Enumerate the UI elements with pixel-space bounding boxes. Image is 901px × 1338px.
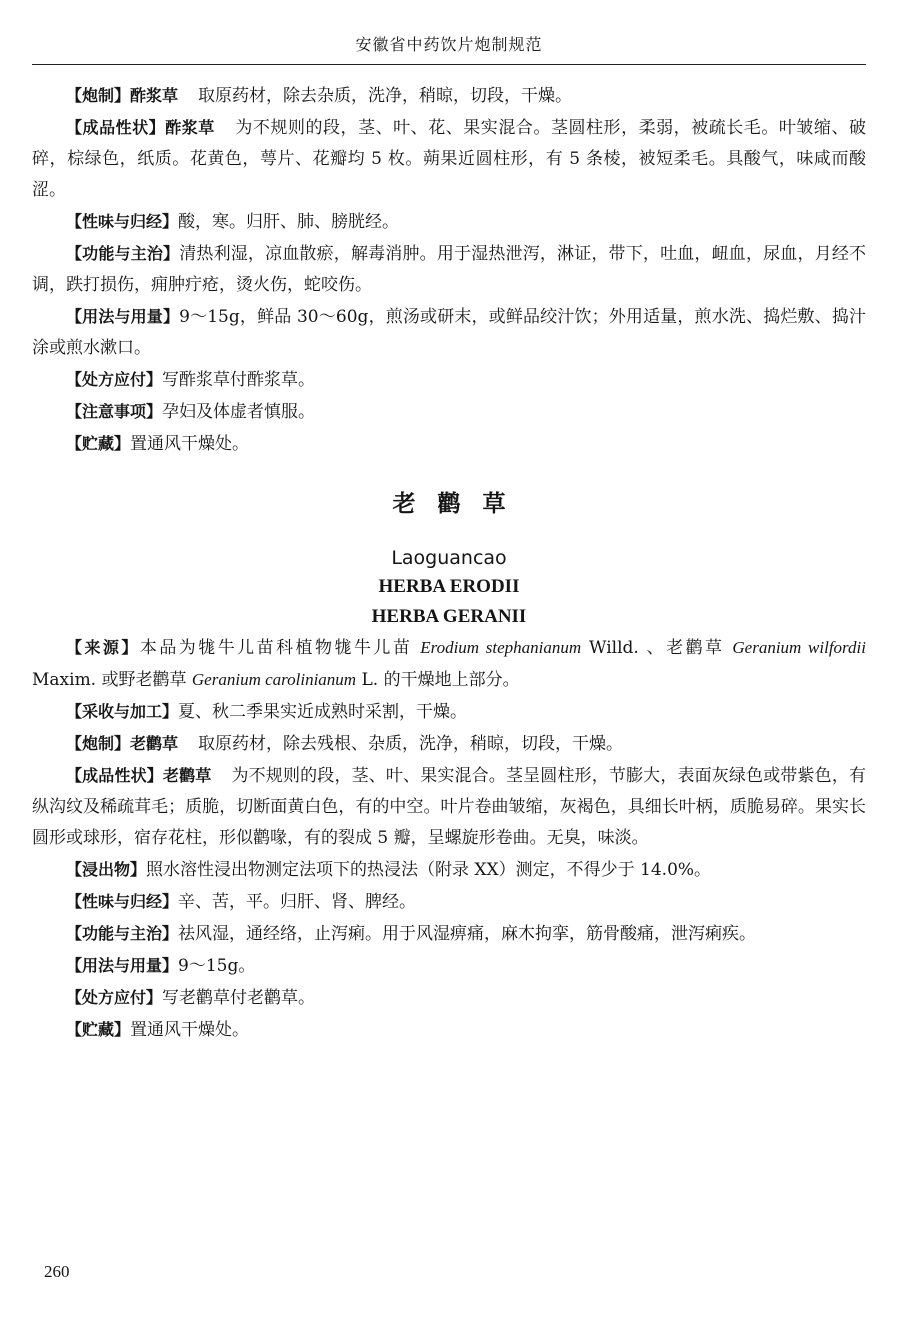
text-usage-dosage: 9～15g，鲜品 30～60g，煎汤或研末，或鲜品绞汁饮；外用适量，煎水洗、捣烂敷、捣汁涂或煎水漱口。 (32, 307, 866, 358)
text-characteristics: 为不规则的段，茎、叶、花、果实混合。茎圆柱形，柔弱，被疏长毛。叶皱缩、破碎，棕绿色，纸质。花黄色，萼片、花瓣均 5 枚。蒴果近圆柱形，有 5 条棱，被短柔毛。具酸气，味咸而酸涩。 (32, 118, 866, 200)
label-characteristics: 【成品性状】老鹳草 (66, 766, 212, 785)
text-nature-meridian: 酸，寒。归肝、肺、膀胱经。 (178, 212, 400, 232)
paragraph-characteristics-2 (32, 760, 866, 854)
entry-latin-name-1: HERBA ERODII (378, 576, 520, 597)
entry-latin-name-2: HERBA GERANII (371, 606, 527, 627)
label-function: 【功能与主治】 (66, 924, 179, 943)
text-prescription: 写老鹳草付老鹳草。 (162, 988, 316, 1008)
text-precautions: 孕妇及体虚者慎服。 (162, 402, 316, 422)
running-title: 安徽省中药饮片炮制规范 (355, 35, 543, 54)
entry-pinyin: Laoguancao (391, 547, 507, 569)
paragraph-extract (32, 854, 866, 886)
label-extract: 【浸出物】 (66, 860, 147, 879)
paragraph-nature-meridian-1 (32, 206, 866, 238)
paragraph-characteristics-1 (32, 112, 866, 206)
paragraph-storage-1 (32, 428, 866, 460)
label-harvest: 【采收与加工】 (66, 702, 179, 721)
text-source-c: Maxim. 或野老鹳草 (32, 670, 192, 690)
label-storage: 【贮藏】 (66, 1020, 131, 1039)
label-function: 【功能与主治】 (66, 244, 180, 263)
entry-title: 老鹳草 (392, 491, 528, 517)
label-characteristics: 【成品性状】酢浆草 (66, 118, 215, 137)
paragraph-source (32, 632, 866, 696)
species-name-1: Erodium stephanianum (420, 638, 582, 657)
text-storage: 置通风干燥处。 (130, 434, 250, 454)
paragraph-nature-meridian-2 (32, 886, 866, 918)
text-source-b: Willd. 、老鹳草 (581, 638, 733, 658)
text-processing: 取原药材，除去残根、杂质，洗净，稍晾，切段，干燥。 (198, 734, 624, 754)
label-usage-dosage: 【用法与用量】 (66, 956, 179, 975)
page-content (32, 80, 866, 1046)
text-usage-dosage: 9～15g。 (178, 956, 256, 976)
text-source-a: 本品为牻牛儿苗科植物牻牛儿苗 (139, 638, 421, 658)
label-prescription: 【处方应付】 (66, 988, 163, 1007)
text-function: 清热利湿，凉血散瘀，解毒消肿。用于湿热泄泻，淋证，带下，吐血，衄血，尿血，月经不调，跌打损伤，痈肿疔疮，烫火伤，蛇咬伤。 (32, 244, 866, 295)
paragraph-precautions-1 (32, 396, 866, 428)
label-processing: 【炮制】酢浆草 (66, 86, 179, 105)
label-usage-dosage: 【用法与用量】 (66, 307, 180, 326)
label-processing: 【炮制】老鹳草 (66, 734, 179, 753)
running-header (32, 26, 866, 65)
label-nature-meridian: 【性味与归经】 (66, 892, 179, 911)
text-function: 祛风湿，通经络，止泻痢。用于风湿痹痛，麻木拘挛，筋骨酸痛，泄泻痢疾。 (178, 924, 757, 944)
page-number: 260 (44, 1262, 70, 1281)
paragraph-harvest (32, 696, 866, 728)
label-precautions: 【注意事项】 (66, 402, 163, 421)
species-name-2: Geranium wilfordii (732, 638, 866, 657)
paragraph-processing-2 (32, 728, 866, 760)
paragraph-storage-2 (32, 1014, 866, 1046)
label-prescription: 【处方应付】 (66, 370, 163, 389)
text-processing: 取原药材，除去杂质，洗净，稍晾，切段，干燥。 (198, 86, 573, 106)
text-extract: 照水溶性浸出物测定法项下的热浸法（附录 XX）测定，不得少于 14.0%。 (146, 860, 712, 880)
paragraph-function-2 (32, 918, 866, 950)
label-nature-meridian: 【性味与归经】 (66, 212, 179, 231)
species-name-3: Geranium carolinianum (191, 670, 357, 689)
paragraph-prescription-2 (32, 982, 866, 1014)
text-characteristics: 为不规则的段，茎、叶、果实混合。茎呈圆柱形，节膨大，表面灰绿色或带紫色，有纵沟纹及稀疏茸毛；质脆，切断面黄白色，有的中空。叶片卷曲皱缩，灰褐色，具细长叶柄，质脆易碎。果实长圆形或球形，宿存花柱，形似鹳喙，有的裂成 5 瓣，呈螺旋形卷曲。无臭，味淡。 (32, 766, 866, 848)
text-harvest: 夏、秋二季果实近成熟时采割，干燥。 (178, 702, 468, 722)
paragraph-function-1 (32, 238, 866, 301)
paragraph-prescription-1 (32, 364, 866, 396)
paragraph-usage-dosage-2 (32, 950, 866, 982)
label-source: 【来源】 (66, 638, 140, 657)
text-nature-meridian: 辛、苦，平。归肝、肾、脾经。 (178, 892, 417, 912)
label-storage: 【贮藏】 (66, 434, 131, 453)
text-storage: 置通风干燥处。 (130, 1020, 250, 1040)
paragraph-usage-dosage-1 (32, 301, 866, 364)
text-prescription: 写酢浆草付酢浆草。 (162, 370, 316, 390)
text-source-d: L. 的干燥地上部分。 (356, 670, 520, 690)
paragraph-processing-1 (32, 80, 866, 112)
